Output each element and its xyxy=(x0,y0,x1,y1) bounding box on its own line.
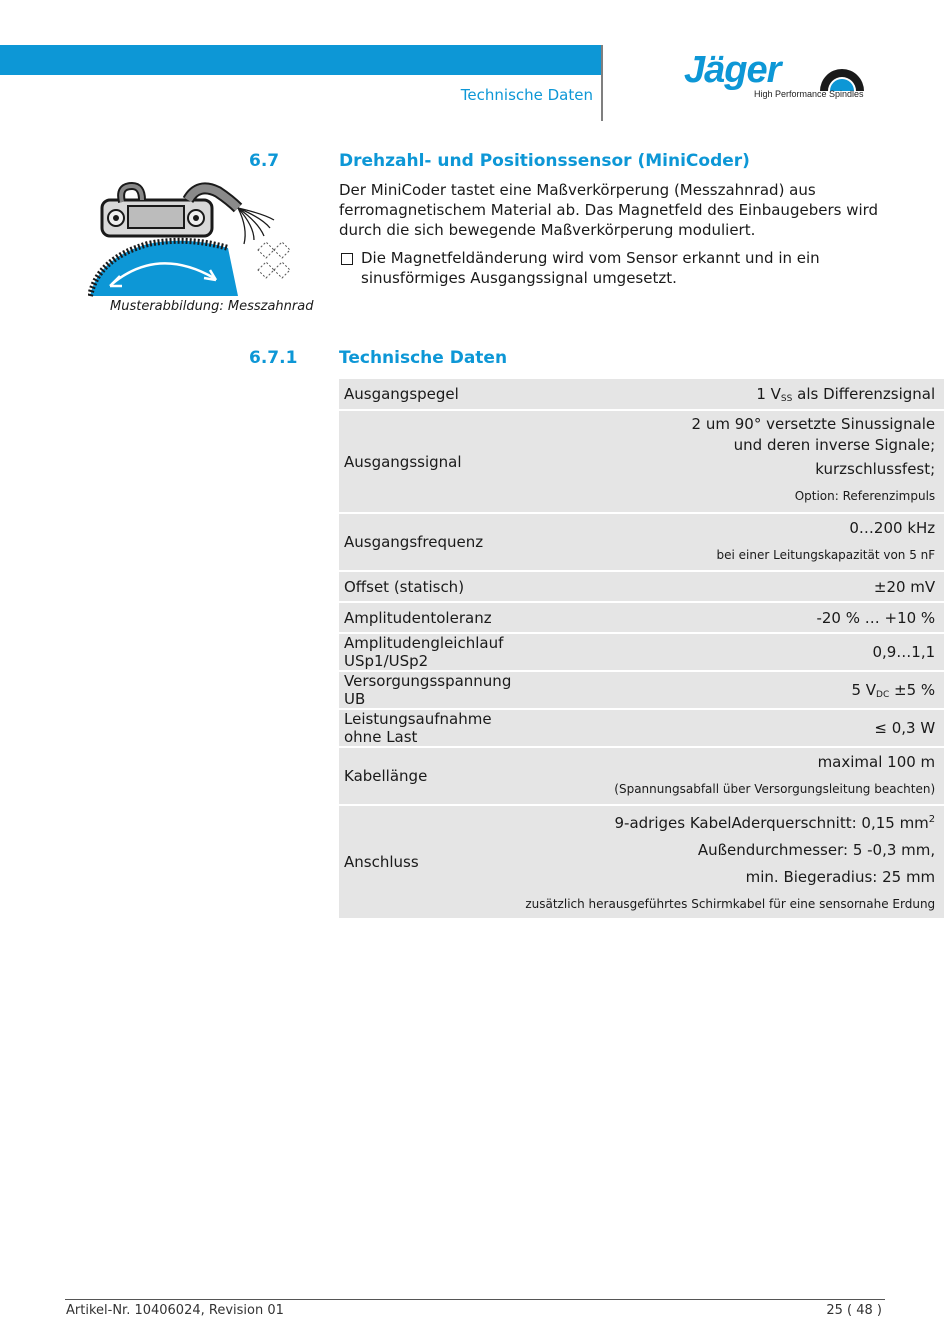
value-line: 0…200 kHz xyxy=(849,519,936,537)
row-value xyxy=(520,671,944,709)
table-row xyxy=(339,709,944,747)
header-divider xyxy=(601,45,603,121)
row-value xyxy=(520,805,944,919)
section-title: Drehzahl- und Positionssensor (MiniCoder) xyxy=(339,151,750,171)
value-note: (Spannungsabfall über Versorgungsleitung beachten) xyxy=(614,782,936,796)
row-value: -20 % … +10 % xyxy=(520,602,944,633)
footer-article-number: Artikel-Nr. 10406024, Revision 01 xyxy=(66,1303,284,1318)
value-part: 9-adriges KabelAderquerschnitt: 0,15 mm xyxy=(614,814,929,832)
value-subscript: DC xyxy=(876,689,890,700)
row-label: Ausgangsfrequenz xyxy=(339,513,520,571)
minicoder-gear-illustration xyxy=(88,178,303,298)
value-line xyxy=(525,806,935,837)
value-line: 2 um 90° versetzte Sinussignale xyxy=(691,414,936,433)
table-row xyxy=(339,633,944,671)
value-line: Außendurchmesser: 5 -0,3 mm, xyxy=(697,841,936,859)
header-section-title: Technische Daten xyxy=(460,86,593,104)
row-value: ±20 mV xyxy=(520,571,944,602)
table-row xyxy=(339,805,944,919)
row-label: Offset (statisch) xyxy=(339,571,520,602)
footer-page-number: 25 ( 48 ) xyxy=(826,1303,882,1318)
value-note: zusätzlich herausgeführtes Schirmkabel für eine sensornahe Erdung xyxy=(525,897,936,911)
row-value xyxy=(520,379,944,410)
table-row xyxy=(339,410,944,513)
table-row xyxy=(339,747,944,805)
logo-tagline: High Performance Spindles xyxy=(754,89,864,99)
row-label: Amplitudentoleranz xyxy=(339,602,520,633)
row-label: Anschluss xyxy=(339,805,520,919)
row-label: Amplitudengleichlauf USp1/USp2 xyxy=(339,633,520,671)
subsection-number: 6.7.1 xyxy=(249,348,298,368)
value-part: als Differenzsignal xyxy=(792,384,936,403)
technical-data-table xyxy=(339,379,944,920)
table-row xyxy=(339,513,944,571)
value-note: Option: Referenzimpuls xyxy=(794,488,936,503)
table-row xyxy=(339,571,944,602)
company-logo xyxy=(684,49,870,105)
footer-rule xyxy=(65,1299,885,1300)
bullet-text: Die Magnetfeldänderung wird vom Sensor erkannt und in ein sinusförmiges Ausgangssignal umgesetzt. xyxy=(361,249,820,287)
row-value xyxy=(520,747,944,805)
value-line: min. Biegeradius: 25 mm xyxy=(745,868,936,886)
row-value: ≤ 0,3 W xyxy=(520,709,944,747)
row-value xyxy=(520,513,944,571)
value-line: und deren inverse Signale; xyxy=(733,435,936,454)
value-part: 1 V xyxy=(756,384,781,403)
table-row xyxy=(339,671,944,709)
row-label: Leistungsaufnahme ohne Last xyxy=(339,709,520,747)
value-note: bei einer Leitungskapazität von 5 nF xyxy=(716,548,936,562)
checkbox-bullet-icon xyxy=(341,253,353,265)
row-label: Kabellänge xyxy=(339,747,520,805)
row-label: Ausgangspegel xyxy=(339,379,520,410)
row-value: 0,9…1,1 xyxy=(520,633,944,671)
subsection-title: Technische Daten xyxy=(339,348,508,368)
value-part: 5 V xyxy=(851,680,877,699)
value-part: ±5 % xyxy=(889,680,936,699)
value-superscript: 2 xyxy=(928,814,936,825)
section-paragraph: Der MiniCoder tastet eine Maßverkörperung (Messzahnrad) aus ferromagnetischem Material ab. Das Magnetfeld des Einbaugebers wird durch die sich bewegende Maßverkörperung moduliert. xyxy=(339,181,879,239)
section-number: 6.7 xyxy=(249,151,280,171)
table-row xyxy=(339,602,944,633)
row-label: Versorgungsspannung UB xyxy=(339,671,520,709)
value-line: maximal 100 m xyxy=(817,753,936,771)
table-row xyxy=(339,379,944,410)
value-subscript: SS xyxy=(780,393,793,404)
logo-wordmark: Jäger xyxy=(684,49,781,91)
row-label: Ausgangssignal xyxy=(339,410,520,513)
value-line: kurzschlussfest; xyxy=(815,459,936,478)
row-value xyxy=(520,410,944,513)
header-bar xyxy=(0,45,602,75)
figure-caption: Musterabbildung: Messzahnrad xyxy=(110,299,314,314)
